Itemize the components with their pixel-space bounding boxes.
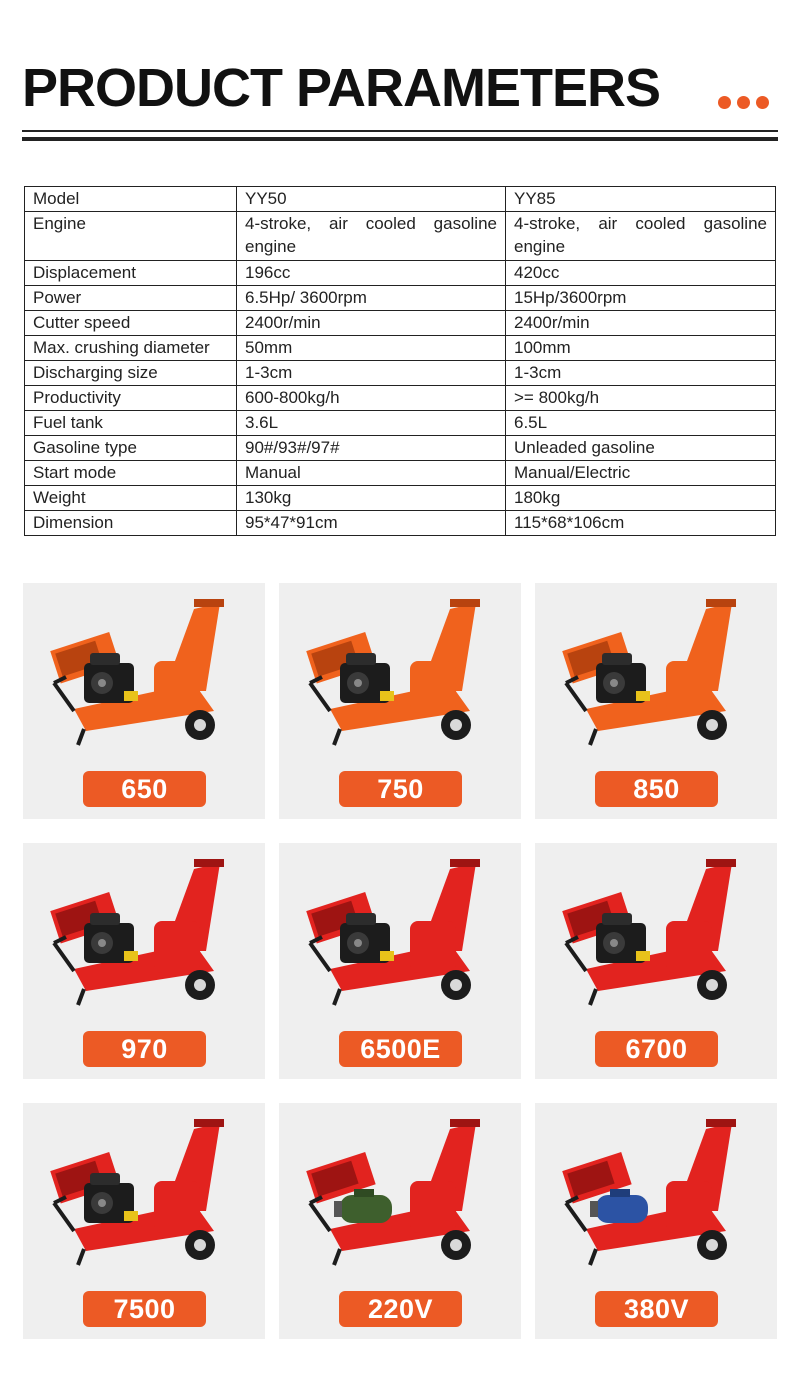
parameters-table xyxy=(24,186,776,536)
param-value-cell: 4-stroke, air cooled gasoline engine xyxy=(237,212,506,261)
product-card xyxy=(23,583,265,819)
param-value-cell: 3.6L xyxy=(237,411,506,436)
param-value-cell: >= 800kg/h xyxy=(506,386,776,411)
table-row xyxy=(25,286,776,311)
product-card xyxy=(279,583,521,819)
wood-chipper-image xyxy=(300,1111,500,1281)
divider-thick xyxy=(22,137,778,141)
param-value-cell: 115*68*106cm xyxy=(506,511,776,536)
param-value-cell: Manual/Electric xyxy=(506,461,776,486)
page-title: PRODUCT PARAMETERS xyxy=(22,58,661,118)
param-name-cell: Displacement xyxy=(25,261,237,286)
param-value-cell: 6.5Hp/ 3600rpm xyxy=(237,286,506,311)
param-name-cell: Power xyxy=(25,286,237,311)
param-name-cell: Model xyxy=(25,187,237,212)
param-value-cell: 420cc xyxy=(506,261,776,286)
param-name-cell: Productivity xyxy=(25,386,237,411)
model-label: 970 xyxy=(83,1031,206,1067)
param-value-cell: 196cc xyxy=(237,261,506,286)
table-row xyxy=(25,361,776,386)
param-name-cell: Max. crushing diameter xyxy=(25,336,237,361)
param-name-cell: Start mode xyxy=(25,461,237,486)
wood-chipper-image xyxy=(556,1111,756,1281)
param-value-cell: 95*47*91cm xyxy=(237,511,506,536)
table-row xyxy=(25,336,776,361)
param-value-cell: Manual xyxy=(237,461,506,486)
model-label: 850 xyxy=(595,771,718,807)
param-value-cell: 2400r/min xyxy=(506,311,776,336)
model-label: 380V xyxy=(595,1291,718,1327)
wood-chipper-image xyxy=(300,851,500,1021)
wood-chipper-image xyxy=(556,851,756,1021)
param-name-cell: Dimension xyxy=(25,511,237,536)
dot-icon xyxy=(737,96,750,109)
param-value-cell: 90#/93#/97# xyxy=(237,436,506,461)
model-label: 650 xyxy=(83,771,206,807)
param-value-cell: 2400r/min xyxy=(237,311,506,336)
wood-chipper-image xyxy=(300,591,500,761)
decorative-dots xyxy=(718,96,769,110)
table-row xyxy=(25,187,776,212)
param-value-cell: 130kg xyxy=(237,486,506,511)
param-name-cell: Fuel tank xyxy=(25,411,237,436)
param-value-cell: 6.5L xyxy=(506,411,776,436)
page-header xyxy=(0,0,800,150)
param-value-cell: YY50 xyxy=(237,187,506,212)
product-card xyxy=(535,1103,777,1339)
wood-chipper-image xyxy=(556,591,756,761)
dot-icon xyxy=(756,96,769,109)
param-name-cell: Cutter speed xyxy=(25,311,237,336)
param-value-cell: 15Hp/3600rpm xyxy=(506,286,776,311)
table-row xyxy=(25,411,776,436)
table-row xyxy=(25,486,776,511)
param-value-cell: 50mm xyxy=(237,336,506,361)
param-value-cell: 180kg xyxy=(506,486,776,511)
model-label: 750 xyxy=(339,771,462,807)
param-name-cell: Weight xyxy=(25,486,237,511)
model-label: 6700 xyxy=(595,1031,718,1067)
param-value-cell: 1-3cm xyxy=(506,361,776,386)
dot-icon xyxy=(718,96,731,109)
param-name-cell: Discharging size xyxy=(25,361,237,386)
product-card xyxy=(535,583,777,819)
table-row xyxy=(25,311,776,336)
param-value-cell: 100mm xyxy=(506,336,776,361)
table-row xyxy=(25,511,776,536)
param-value-cell: Unleaded gasoline xyxy=(506,436,776,461)
product-card xyxy=(279,1103,521,1339)
table-row xyxy=(25,212,776,261)
wood-chipper-image xyxy=(44,1111,244,1281)
wood-chipper-image xyxy=(44,851,244,1021)
param-name-cell: Engine xyxy=(25,212,237,261)
product-grid xyxy=(23,583,777,1339)
model-label: 6500E xyxy=(339,1031,462,1067)
param-value-cell: 4-stroke, air cooled gasoline engine xyxy=(506,212,776,261)
table-row xyxy=(25,386,776,411)
table-row xyxy=(25,461,776,486)
product-card xyxy=(23,1103,265,1339)
param-value-cell: 1-3cm xyxy=(237,361,506,386)
param-value-cell: 600-800kg/h xyxy=(237,386,506,411)
table-row xyxy=(25,261,776,286)
table-row xyxy=(25,436,776,461)
model-label: 7500 xyxy=(83,1291,206,1327)
wood-chipper-image xyxy=(44,591,244,761)
product-card xyxy=(279,843,521,1079)
product-card xyxy=(23,843,265,1079)
param-value-cell: YY85 xyxy=(506,187,776,212)
divider-thin xyxy=(22,130,778,132)
model-label: 220V xyxy=(339,1291,462,1327)
param-name-cell: Gasoline type xyxy=(25,436,237,461)
product-card xyxy=(535,843,777,1079)
